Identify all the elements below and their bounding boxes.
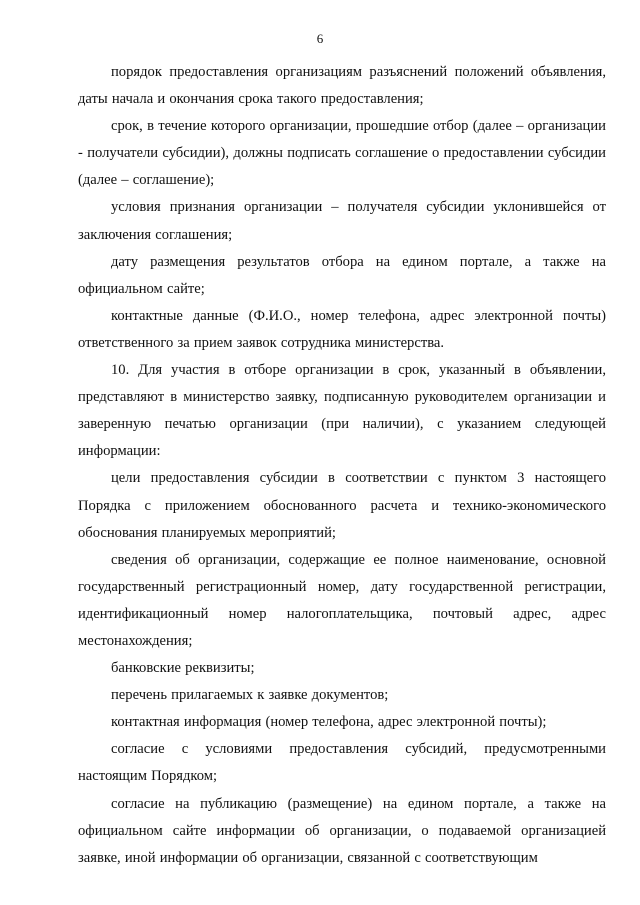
paragraph-4: дату размещения результатов отбора на едином портале, а также на официальном сайте;: [78, 253, 606, 297]
paragraph-5: контактные данные (Ф.И.О., номер телефона, адрес электронной почты) ответственного за прием заявок сотрудника министерства.: [78, 307, 606, 351]
document-body: [78, 59, 606, 872]
paragraph-7: цели предоставления субсидии в соответствии с пунктом 3 настоящего Порядка с приложением обоснованного расчета и технико-экономического обоснования планируемых мероприятий;: [78, 470, 606, 541]
paragraph-11: контактная информация (номер телефона, адрес электронной почты);: [111, 714, 547, 731]
paragraph-6: 10. Для участия в отборе организации в срок, указанный в объявлении, представляют в министерство заявку, подписанную руководителем организации и заверенную печатью организации (при наличии), с указанием следующей информации:: [78, 362, 606, 460]
paragraph-1: порядок предоставления организациям разъяснений положений объявления, даты начала и окончания срока такого предоставления;: [78, 64, 606, 108]
paragraph-13: согласие на публикацию (размещение) на едином портале, а также на официальном сайте информации об организации, о подаваемой организацией заявке, иной информации об организации, связанной с соответствующим: [78, 795, 606, 866]
paragraph-2: срок, в течение которого организации, прошедшие отбор (далее – организации - получатели субсидии), должны подписать соглашение о предоставлении субсидии (далее – соглашение);: [78, 118, 606, 189]
page-number: 6: [316, 31, 324, 46]
paragraph-10: перечень прилагаемых к заявке документов;: [111, 687, 389, 704]
paragraph-9: банковские реквизиты;: [111, 660, 255, 677]
paragraph-3: условия признания организации – получателя субсидии уклонившейся от заключения соглашения;: [78, 199, 606, 243]
paragraph-12: согласие с условиями предоставления субсидий, предусмотренными настоящим Порядком;: [78, 741, 606, 785]
paragraph-8: сведения об организации, содержащие ее полное наименование, основной государственный регистрационный номер, дату государственной регистрации, идентификационный номер налогоплательщика, почтовый адрес, адрес местонахождения;: [78, 551, 606, 649]
